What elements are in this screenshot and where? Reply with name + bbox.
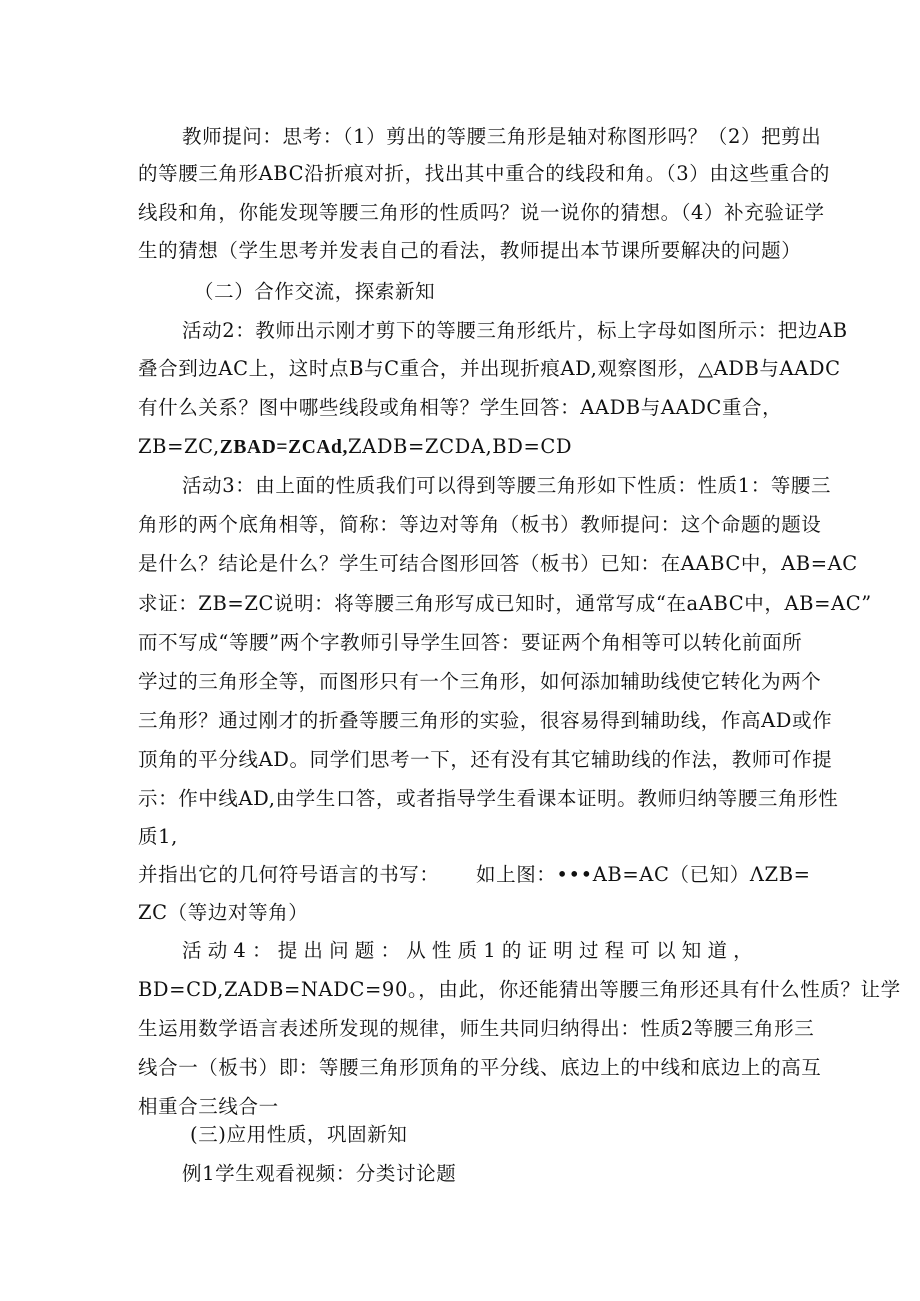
text-fragment: ZADB=ZCDA,BD=CD <box>347 435 573 458</box>
paragraph-line: 三角形？通过刚才的折叠等腰三角形的实验，很容易得到辅助线，作高AD或作 <box>138 709 833 732</box>
paragraph-line: BD=CD,ZADB=NADC=90。，由此，你还能猜出等腰三角形还具有什么性质？让学 <box>138 978 901 1001</box>
text-fragment-bold: ZBAD=ZCAd, <box>219 437 348 458</box>
paragraph-line: 活 动 4 ： 提 出 问 题 ： 从 性 质 1 的 证 明 过 程 可 以 知 道 ， <box>182 939 753 962</box>
paragraph-line: 线段和角，你能发现等腰三角形的性质吗？说一说你的猜想。（4）补充验证学 <box>138 201 825 224</box>
paragraph-line: 叠合到边AC上，这时点B与C重合，并出现折痕AD,观察图形，△ADB与AADC <box>138 357 841 380</box>
paragraph-line: 线合一（板书）即：等腰三角形顶角的平分线、底边上的中线和底边上的高互 <box>138 1056 822 1079</box>
paragraph-line: 生运用数学语言表述所发现的规律，师生共同归纳得出：性质2等腰三角形三 <box>138 1017 815 1040</box>
paragraph-line: 活动2：教师出示刚才剪下的等腰三角形纸片，标上字母如图所示：把边AB <box>182 319 848 342</box>
paragraph-line: 学过的三角形全等，而图形只有一个三角形，如何添加辅助线使它转化为两个 <box>138 670 822 693</box>
section-heading: （二）合作交流，探索新知 <box>194 280 436 303</box>
paragraph-line: ZC（等边对等角） <box>138 901 309 924</box>
paragraph-line: 是什么？结论是什么？学生可结合图形回答（板书）已知：在AABC中，AB=AC <box>138 552 858 575</box>
paragraph-line: 例1学生观看视频：分类讨论题 <box>182 1162 457 1185</box>
paragraph-line: 生的猜想（学生思考并发表自己的看法，教师提出本节课所要解决的问题） <box>138 239 802 262</box>
paragraph-line: 教师提问：思考：（1）剪出的等腰三角形是轴对称图形吗？（2）把剪出 <box>182 125 822 148</box>
text-fragment: ZB=ZC, <box>138 435 220 458</box>
paragraph-line: 质1, <box>138 825 178 848</box>
paragraph-line: 并指出它的几何符号语言的书写： <box>138 863 440 886</box>
paragraph-line: 求证：ZB=ZC说明：将等腰三角形写成已知时，通常写成“在aABC中，AB=AC” <box>138 592 872 615</box>
paragraph-line <box>138 437 572 458</box>
paragraph-line: 角形的两个底角相等，简称：等边对等角（板书）教师提问：这个命题的题设 <box>138 513 822 536</box>
paragraph-line: 相重合三线合一 <box>138 1095 279 1118</box>
paragraph-line: 示：作中线AD,由学生口答，或者指导学生看课本证明。教师归纳等腰三角形性 <box>138 787 839 810</box>
paragraph-line: 如上图：•••AB=AC（已知）ΛZB= <box>476 863 811 886</box>
paragraph-line: 有什么关系？图中哪些线段或角相等？学生回答：AADB与AADC重合， <box>138 396 783 419</box>
section-heading: (三)应用性质，巩固新知 <box>190 1123 408 1146</box>
paragraph-line: 活动3：由上面的性质我们可以得到等腰三角形如下性质：性质1：等腰三 <box>182 474 832 497</box>
paragraph-line: 的等腰三角形ABC沿折痕对折，找出其中重合的线段和角。（3）由这些重合的 <box>138 162 830 185</box>
paragraph-line: 顶角的平分线AD。同学们思考一下，还有没有其它辅助线的作法，教师可作提 <box>138 748 833 771</box>
paragraph-line: 而不写成“等腰”两个字教师引导学生回答：要证两个角相等可以转化前面所 <box>138 631 803 654</box>
